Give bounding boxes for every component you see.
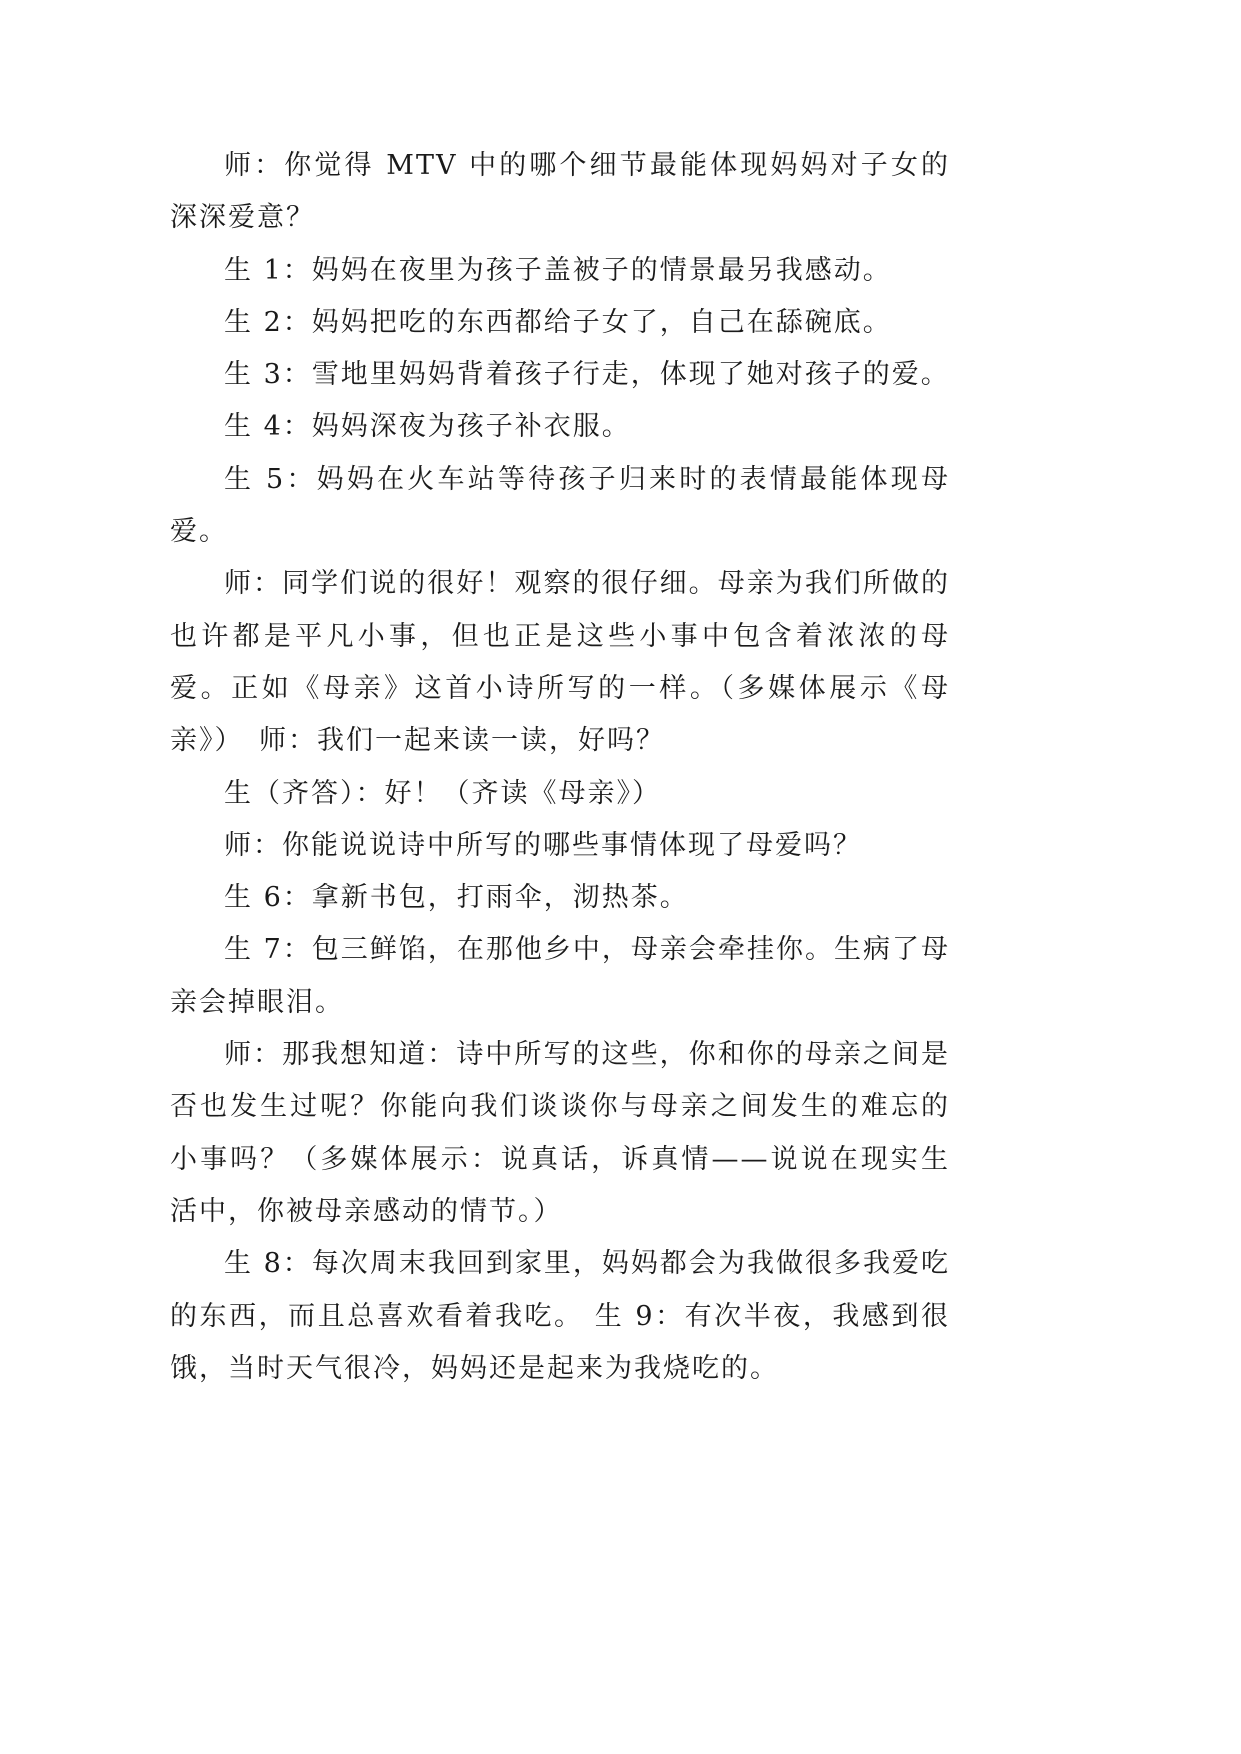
paragraph-teacher-question: 师：你觉得 MTV 中的哪个细节最能体现妈妈对子女的深深爱意？ [170, 150, 950, 234]
paragraph-student-4: 生 4：妈妈深夜为孩子补衣服。 [224, 411, 631, 443]
paragraph-student-2: 生 2：妈妈把吃的东西都给子女了，自己在舔碗底。 [224, 306, 892, 338]
paragraph-student-8-9: 生 8：每次周末我回到家里，妈妈都会为我做很多我爱吃的东西，而且总喜欢看着我吃。 生 9：有次半夜，我感到很饿，当时天气很冷，妈妈还是起来为我烧吃的。 [170, 1248, 950, 1384]
document-page [170, 140, 950, 1395]
paragraph-teacher-response: 师：同学们说的很好！观察的很仔细。母亲为我们所做的也许都是平凡小事，但也正是这些小事中包含着浓浓的母爱。正如《母亲》这首小诗所写的一样。（多媒体展示《母亲》） 师：我们一起来读一读，好吗？ [170, 568, 950, 757]
paragraph-teacher-question-2: 师：你能说说诗中所写的哪些事情体现了母爱吗？ [224, 829, 862, 861]
paragraph-student-5: 生 5：妈妈在火车站等待孩子归来时的表情最能体现母爱。 [170, 463, 950, 548]
paragraph-student-6: 生 6：拿新书包，打雨伞，沏热茶。 [224, 882, 689, 914]
paragraph-student-7: 生 7：包三鲜馅，在那他乡中，母亲会牵挂你。生病了母亲会掉眼泪。 [170, 934, 950, 1018]
paragraph-students-chorus: 生（齐答）：好！（齐读《母亲》） [224, 777, 661, 809]
paragraph-student-1: 生 1：妈妈在夜里为孩子盖被子的情景最另我感动。 [224, 254, 892, 286]
paragraph-teacher-question-3: 师：那我想知道：诗中所写的这些，你和你的母亲之间是否也发生过呢？你能向我们谈谈你与母亲之间发生的难忘的小事吗？（多媒体展示：说真话，诉真情——说说在现实生活中，你被母亲感动的情节。） [170, 1039, 950, 1227]
paragraph-student-3: 生 3：雪地里妈妈背着孩子行走，体现了她对孩子的爱。 [224, 359, 950, 391]
